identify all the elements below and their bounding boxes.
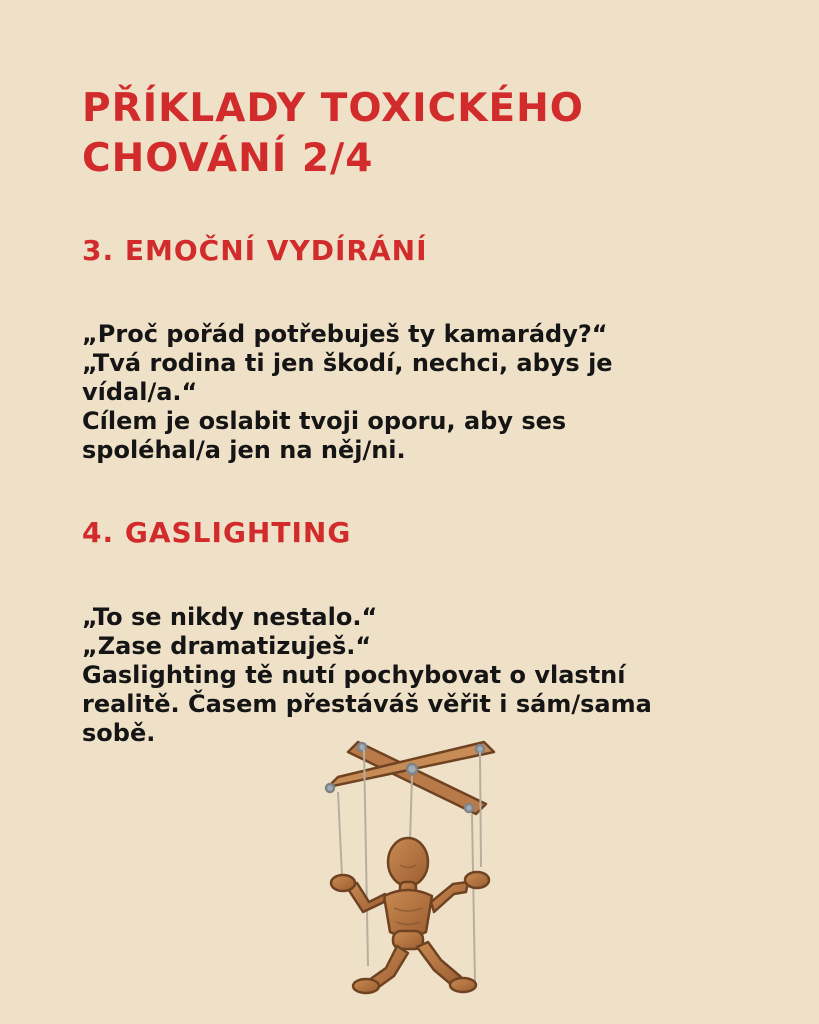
- page-title-line-2: CHOVÁNÍ 2/4: [82, 136, 374, 181]
- section-4-line-5: sobě.: [82, 719, 156, 747]
- page-title: [82, 84, 722, 184]
- section-heading-emotional-blackmail: 3. EMOČNÍ VYDÍRÁNÍ: [82, 234, 428, 267]
- section-4-line-3: Gaslighting tě nutí pochybovat o vlastní: [82, 661, 626, 689]
- page-title-line-1: PŘÍKLADY TOXICKÉHO: [82, 86, 584, 131]
- section-3-line-3: vídal/a.“: [82, 378, 198, 406]
- section-body-gaslighting: [82, 603, 732, 748]
- section-body-emotional-blackmail: [82, 320, 732, 465]
- section-4-line-4: realitě. Časem přestáváš věřit i sám/sama: [82, 690, 652, 718]
- section-3-line-5: spoléhal/a jen na něj/ni.: [82, 436, 406, 464]
- section-heading-gaslighting: 4. GASLIGHTING: [82, 516, 352, 549]
- section-4-line-2: „Zase dramatizuješ.“: [82, 632, 372, 660]
- section-3-line-2: „Tvá rodina ti jen škodí, nechci, abys je: [82, 349, 613, 377]
- section-3-line-1: „Proč pořád potřebuješ ty kamarády?“: [82, 320, 608, 348]
- section-3-line-4: Cílem je oslabit tvoji oporu, aby ses: [82, 407, 567, 435]
- marionette-puppet-icon: [320, 734, 500, 1009]
- section-4-line-1: „To se nikdy nestalo.“: [82, 603, 378, 631]
